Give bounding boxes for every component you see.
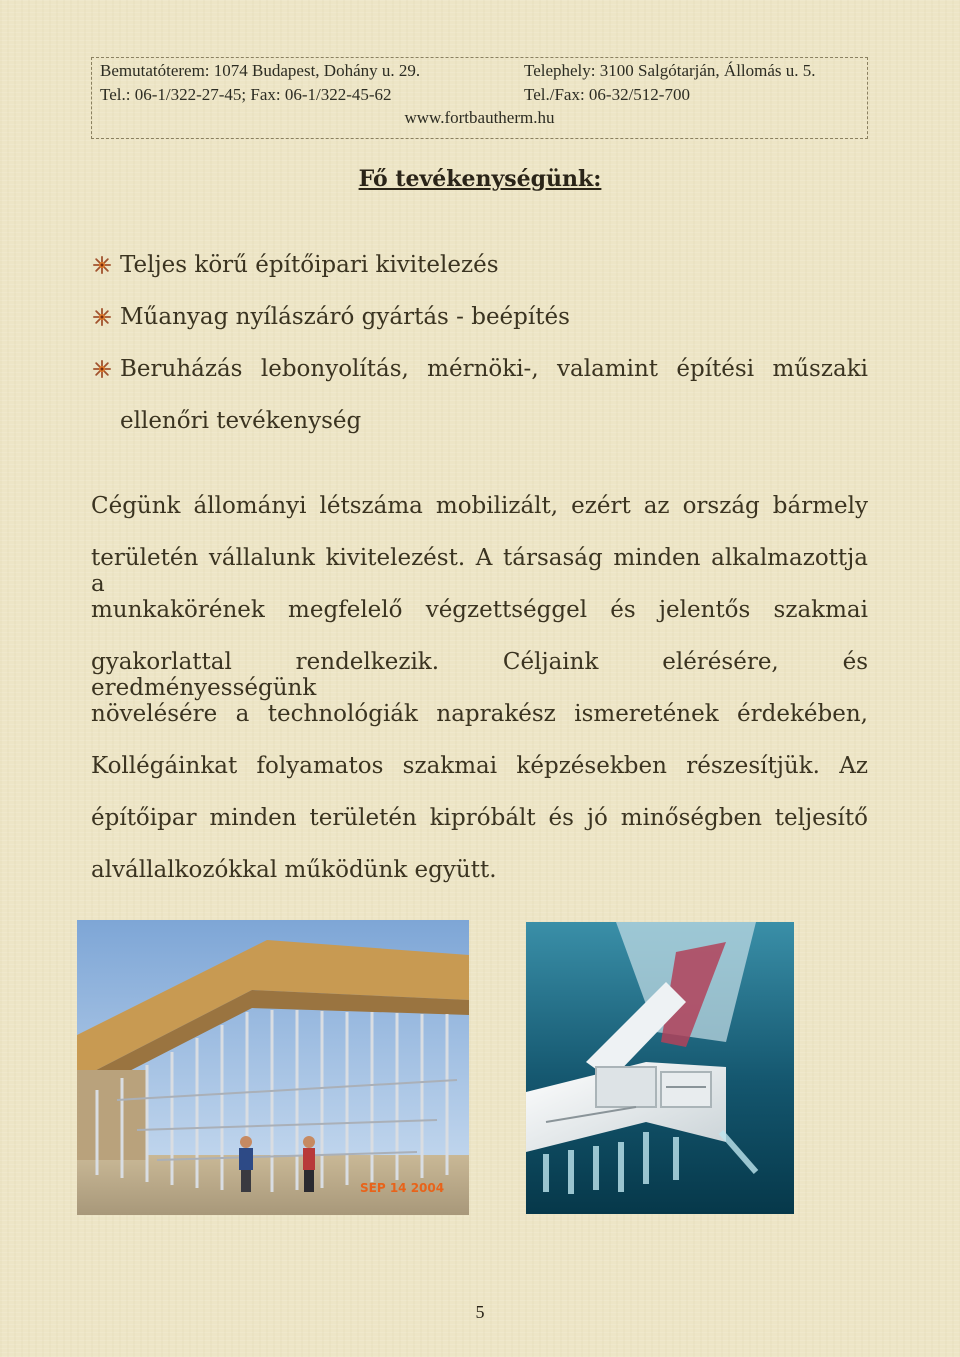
ornament-bullet-icon (93, 360, 111, 378)
date-stamp: SEP 14 2004 (360, 1181, 445, 1195)
paragraph-line: gyakorlattal rendelkezik. Céljaink elérésére, és eredményességünk (91, 649, 868, 701)
paragraph-line: Kollégáinkat folyamatos szakmai képzésekben részesítjük. Az (91, 753, 868, 779)
phone-fax-salgotarjan: Tel./Fax: 06-32/512-700 (524, 85, 690, 104)
paragraph-line: alvállalkozókkal működünk együtt. (91, 857, 497, 883)
phone-fax-budapest: Tel.: 06-1/322-27-45; Fax: 06-1/322-45-62 (100, 85, 392, 104)
window-profile-photo (526, 922, 794, 1214)
paragraph-line: növelésére a technológiák naprakész ismeretének érdekében, (91, 701, 868, 727)
paragraph-line: Cégünk állományi létszáma mobilizált, ezért az ország bármely (91, 493, 868, 519)
website-link[interactable]: www.fortbautherm.hu (404, 108, 555, 127)
page-title: Fő tevékenységünk: (358, 166, 602, 192)
bullet-text-continuation: ellenőri tevékenység (120, 408, 362, 434)
ornament-bullet-icon (93, 256, 111, 274)
ornament-bullet-icon (93, 308, 111, 326)
page-number: 5 (475, 1302, 485, 1322)
site-address: Telephely: 3100 Salgótarján, Állomás u. 5. (524, 61, 816, 80)
scaffolding-photo (77, 920, 469, 1215)
contact-header (91, 57, 868, 139)
bullet-text: Műanyag nyílászáró gyártás - beépítés (120, 304, 570, 330)
paragraph-line: területén vállalunk kivitelezést. A társaság minden alkalmazottja a (91, 545, 868, 597)
bullet-text: Beruházás lebonyolítás, mérnöki-, valamint építési műszaki (120, 356, 868, 382)
bullet-text: Teljes körű építőipari kivitelezés (120, 252, 499, 278)
showroom-address: Bemutatóterem: 1074 Budapest, Dohány u. 29. (100, 61, 421, 80)
paragraph-line: építőipar minden területén kipróbált és jó minőségben teljesítő (91, 805, 868, 831)
paragraph-line: munkakörének megfelelő végzettséggel és jelentős szakmai (91, 597, 868, 623)
